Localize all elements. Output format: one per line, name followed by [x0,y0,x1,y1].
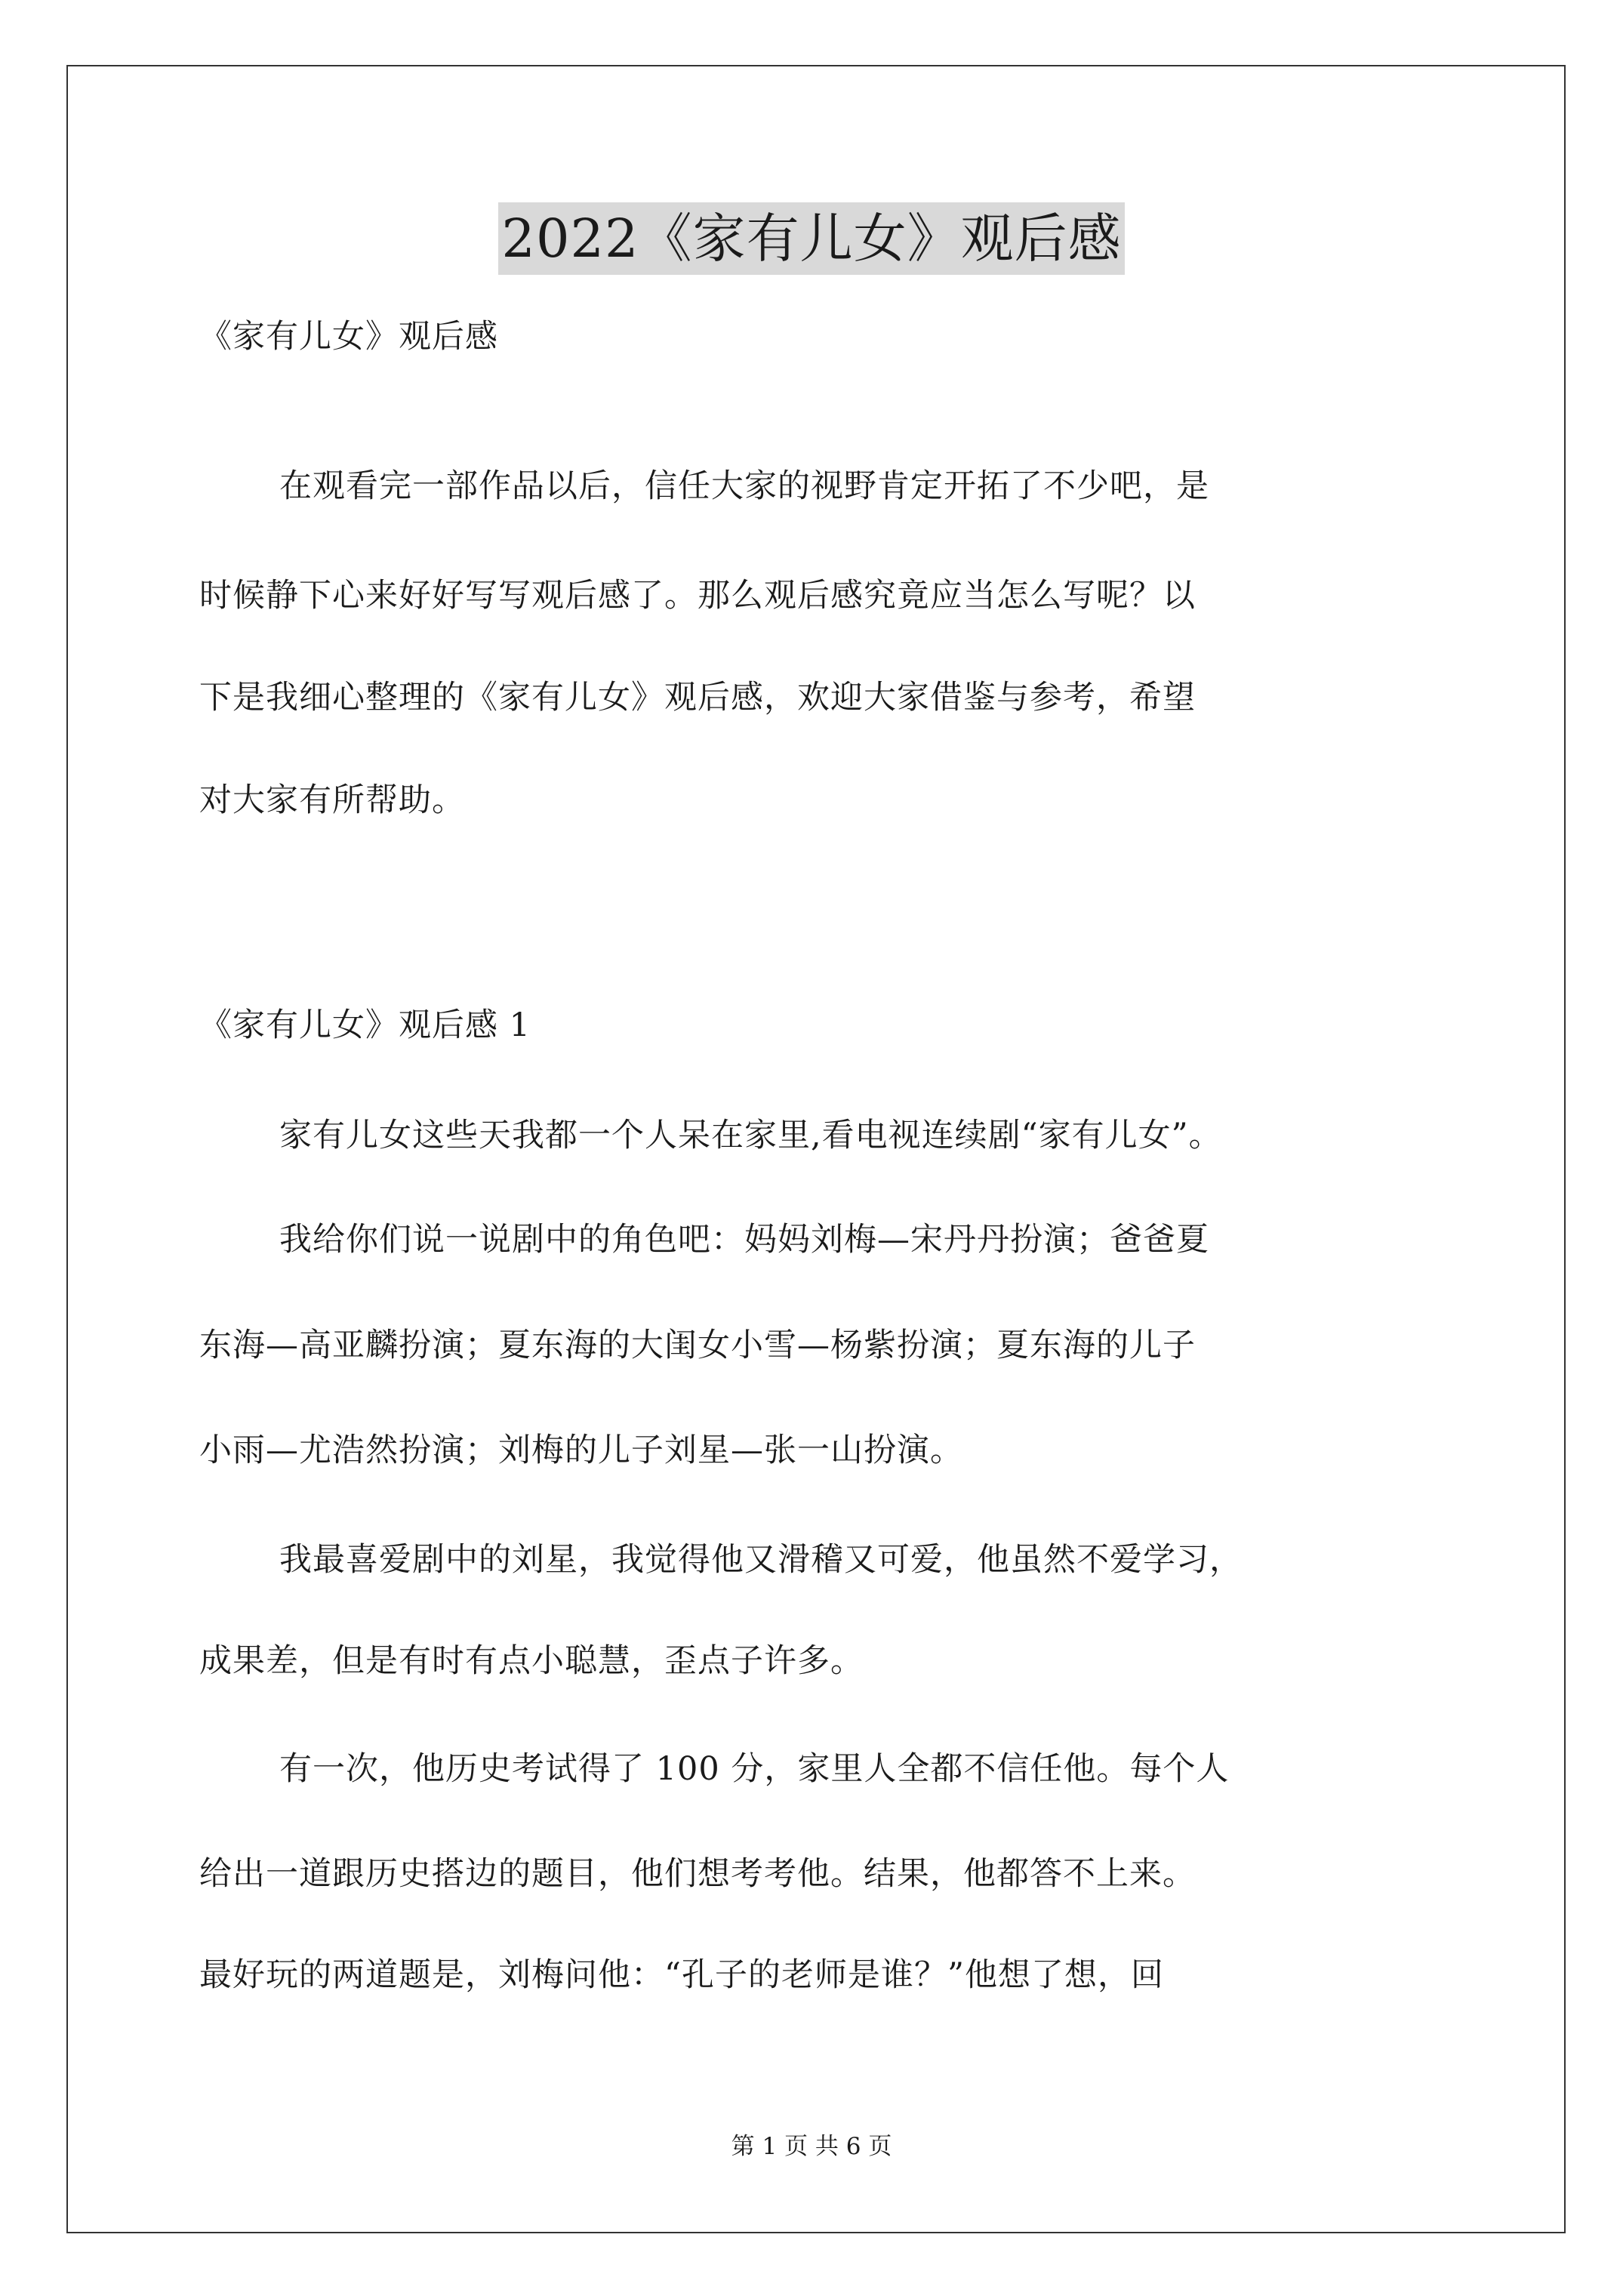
intro-heading: 《家有儿女》观后感 [199,318,498,356]
paragraph-line: 在观看完一部作品以后，信任大家的视野肯定开拓了不少吧，是 [279,467,1209,505]
paragraph-line: 我最喜爱剧中的刘星，我觉得他又滑稽又可爱，他虽然不爱学习， [279,1541,1243,1579]
section-heading: 《家有儿女》观后感 1 [199,1006,531,1044]
paragraph-line: 我给你们说一说剧中的角色吧：妈妈刘梅—宋丹丹扮演；爸爸夏 [279,1221,1209,1259]
paragraph-line: 下是我细心整理的《家有儿女》观后感，欢迎大家借鉴与参考，希望 [199,679,1196,717]
title-container [0,202,1623,275]
paragraph-line: 东海—高亚麟扮演；夏东海的大闺女小雪—杨紫扮演；夏东海的儿子 [199,1327,1196,1364]
paragraph-line: 小雨—尤浩然扮演；刘梅的儿子刘星—张一山扮演。 [199,1432,963,1469]
paragraph-line: 给出一道跟历史搭边的题目，他们想考考他。结果，他都答不上来。 [199,1855,1196,1893]
document-title: 2022《家有儿女》观后感 [498,202,1124,275]
paragraph-line: 成果差，但是有时有点小聪慧，歪点子许多。 [199,1642,864,1680]
paragraph-line: 最好玩的两道题是，刘梅问他：“孔子的老师是谁？”他想了想，回 [199,1956,1164,1994]
paragraph-line: 对大家有所帮助。 [199,781,465,819]
paragraph-line: 有一次，他历史考试得了 100 分，家里人全都不信任他。每个人 [279,1750,1230,1788]
page-footer: 第 1 页 共 6 页 [731,2133,892,2160]
paragraph-line: 家有儿女这些天我都一个人呆在家里,看电视连续剧“家有儿女”。 [279,1117,1222,1154]
paragraph-line: 时候静下心来好好写写观后感了。那么观后感究竟应当怎么写呢？以 [199,577,1196,615]
